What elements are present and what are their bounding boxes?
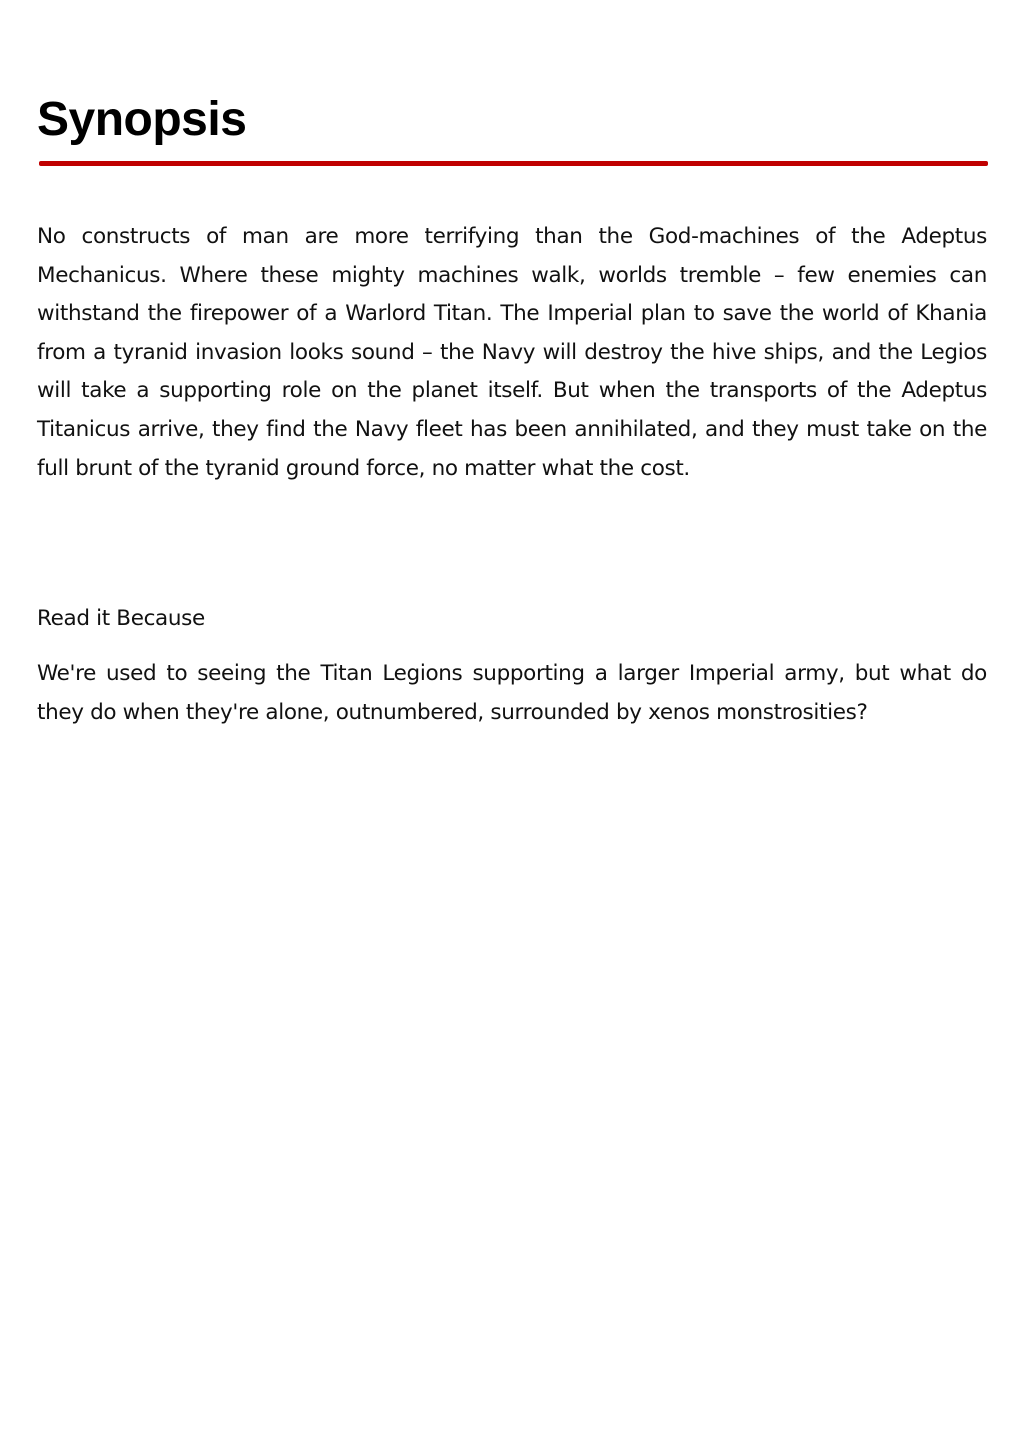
read-it-because-heading: Read it Because	[37, 606, 205, 631]
synopsis-paragraph: No constructs of man are more terrifying than the God-machines of the Adeptus Mechanicus. Where these mighty machines walk, worlds tremble – few enemies can withstand the firepower of a Warlord Titan. The Imperial plan to save the world of Khania from a tyranid invasion looks sound – the Navy will destroy the hive ships, and the Legios will take a supporting role on the planet itself. But when the transports of the Adeptus Titanicus arrive, they find the Navy fleet has been annihilated, and they must take on the full brunt of the tyranid ground force, no matter what the cost.	[37, 224, 987, 481]
title-divider	[39, 161, 988, 166]
read-it-because-paragraph: We're used to seeing the Titan Legions supporting a larger Imperial army, but what do they do when they're alone, outnumbered, surrounded by xenos monstrosities?	[37, 661, 987, 725]
page-title: Synopsis	[37, 93, 247, 146]
